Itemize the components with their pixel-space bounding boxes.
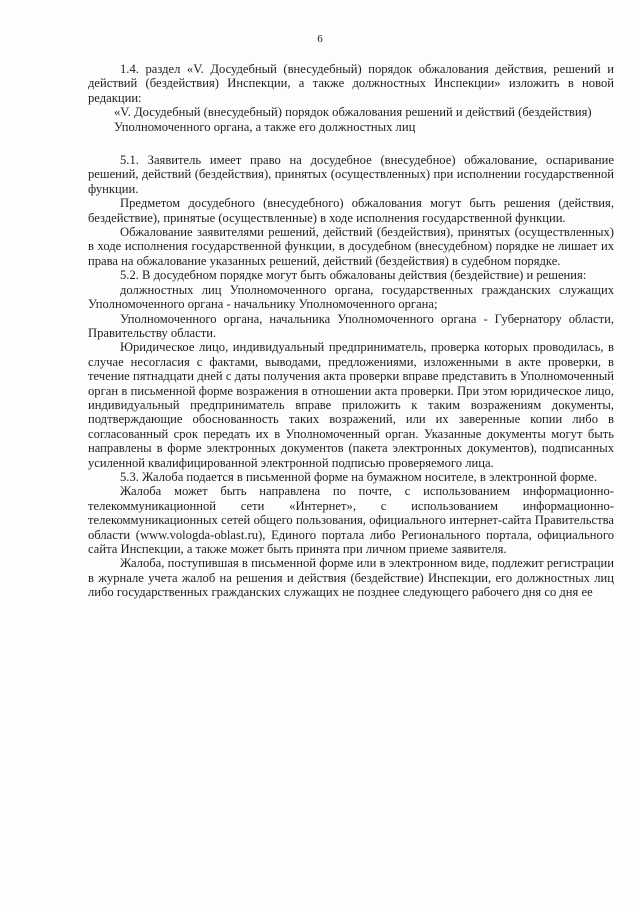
paragraph-registration: Жалоба, поступившая в письменной форме или в электронном виде, подлежит регистрации в журнале учета жалоб на решения и действия (бездействие) Инспекции, его должностных лиц либо государственных гражданских служащих не позднее следующего рабочего дня со дня ее — [88, 556, 614, 600]
paragraph-channels: Жалоба может быть направлена по почте, с использованием информационно-телекоммуникационной сети «Интернет», с использованием информационно-телекоммуникационных сетей общего пользования, официального интернет-сайта Правительства области (www.vologda-oblast.ru), Единого портала либо Регионального портала, официального сайта Инспекции, а также может быть принята при личном приеме заявителя. — [88, 484, 614, 556]
paragraph-5-3: 5.3. Жалоба подается в письменной форме на бумажном носителе, в электронной форме. — [120, 469, 598, 484]
page-number: 6 — [317, 33, 323, 45]
paragraph-officials: должностных лиц Уполномоченного органа, государственных гражданских служащих Уполномоченного органа - начальнику Уполномоченного органа; — [88, 282, 614, 312]
paragraph-5-1: 5.1. Заявитель имеет право на досудебное (внесудебное) обжалование, оспаривание решений, действий (бездействия), принятых (осуществленных) при исполнении государственной функции. — [88, 153, 614, 196]
paragraph-legal-entity: Юридическое лицо, индивидуальный предприниматель, проверка которых проводилась, в случае несогласия с фактами, выводами, предложениями, изложенными в акте проверки, в течение пятнадцати дней с даты получения акта проверки вправе представить в Уполномоченный орган в письменной форме возражения в отношении акта проверки. При этом юридическое лицо, индивидуальный предприниматель вправе приложить к таким возражениям документы, подтверждающие обоснованность таких возражений, или их заверенные копии либо в согласованный срок передать их в Уполномоченный орган. Указанные документы могут быть направлены в форме электронных документов (пакета электронных документов), подписанных усиленной квалифицированной электронной подписью проверяемого лица. — [88, 340, 614, 470]
paragraph-appeal: Обжалование заявителями решений, действий (бездействия), принятых (осуществленных) в ходе исполнения государственной функции, в досудебном (внесудебном) порядке не лишает их права на обжалование указанных решений, действий (бездействия) в судебном порядке. — [88, 225, 614, 268]
section-heading-quote: «V. Досудебный (внесудебный) порядок обжалования решений и действий (бездействия) Уполномоченного органа, а также его должностных лиц — [114, 105, 592, 134]
document-body — [88, 62, 614, 600]
paragraph-5-2: 5.2. В досудебном порядке могут быть обжалованы действия (бездействие) и решения: — [120, 268, 587, 283]
paragraph-1-4: 1.4. раздел «V. Досудебный (внесудебный) порядок обжалования действия, решений и действий (бездействия) Инспекции, а также должностных Инспекции» изложить в новой редакции: — [88, 62, 614, 105]
paragraph-subject: Предметом досудебного (внесудебного) обжалования могут быть решения (действия, бездействие), принятые (осуществленные) в ходе исполнения государственной функции. — [88, 196, 614, 225]
paragraph-governor: Уполномоченного органа, начальника Уполномоченного органа - Губернатору области, Правительству области. — [88, 311, 614, 340]
